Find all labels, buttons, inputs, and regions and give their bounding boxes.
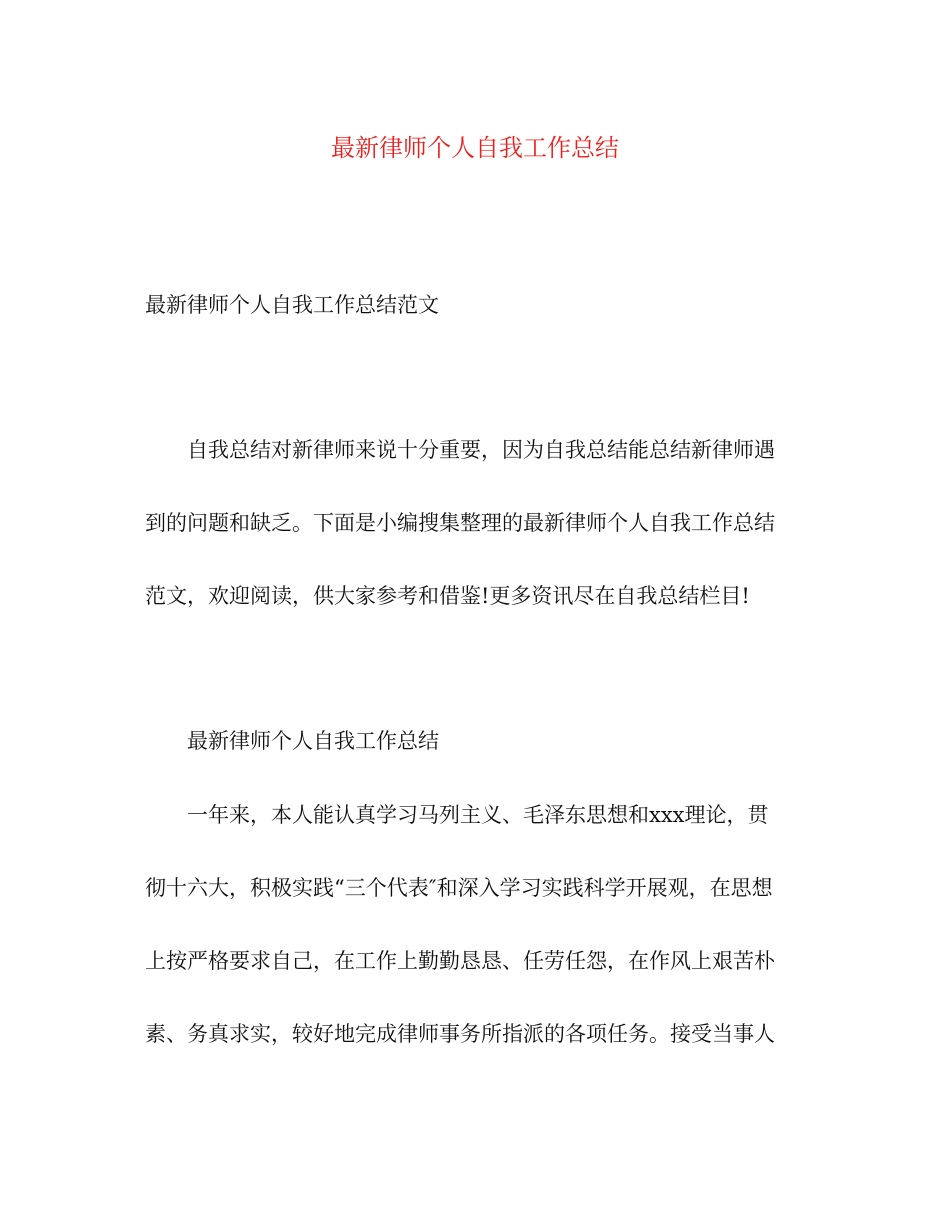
body-line-3: 上按严格要求自己，在工作上勤勤恳恳、任劳任怨，在作风上艰苦朴: [145, 949, 775, 973]
document-title: 最新律师个人自我工作总结: [331, 134, 619, 162]
section-heading: 最新律师个人自我工作总结: [187, 729, 439, 753]
body-line-4: 素、务真求实，较好地完成律师事务所指派的各项任务。接受当事人: [145, 1022, 775, 1046]
intro-line-2: 到的问题和缺乏。下面是小编搜集整理的最新律师个人自我工作总结: [145, 511, 775, 535]
intro-line-1: 自我总结对新律师来说十分重要，因为自我总结能总结新律师遇: [187, 438, 775, 462]
intro-line-3: 范文，欢迎阅读，供大家参考和借鉴!更多资讯尽在自我总结栏目!: [145, 584, 750, 608]
body-line-1: 一年来，本人能认真学习马列主义、毛泽东思想和xxx理论，贯: [187, 803, 769, 827]
body-line-2: 彻十六大，积极实践“三个代表″和深入学习实践科学开展观，在思想: [145, 876, 773, 900]
document-subtitle: 最新律师个人自我工作总结范文: [145, 293, 439, 317]
